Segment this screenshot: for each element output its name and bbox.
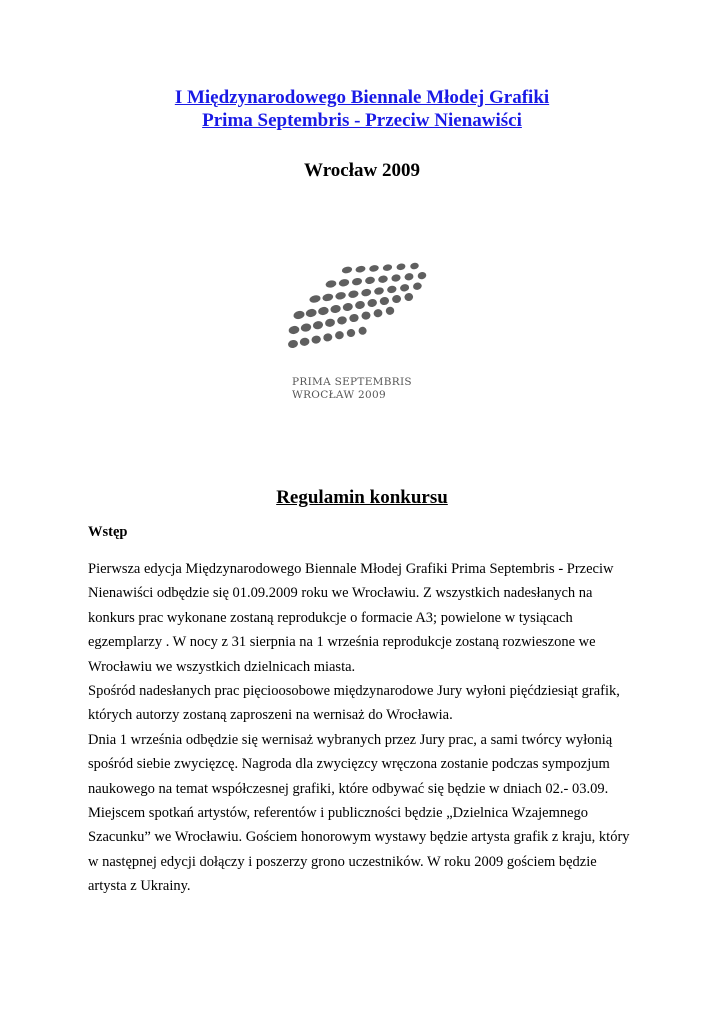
logo-dot [358, 326, 368, 335]
title-link-line1[interactable]: I Międzynarodowego Biennale Młodej Grafiki [174, 87, 550, 108]
body-line: w następnej edycji dołączy i poszerzy grono uczestników. W roku 2009 gościem będzie [88, 853, 597, 870]
logo-dot [373, 308, 383, 318]
logo-dot [348, 290, 360, 299]
body-line: spośród siebie zwycięzcę. Nagroda dla zwycięzcy wręczona zostanie podczas sympozjum [88, 756, 610, 773]
logo-dot [361, 288, 372, 297]
body-line: egzemplarzy . W nocy z 31 sierpnia na 1 września reprodukcje zostaną rozwieszone we [88, 634, 596, 651]
logo-dot [311, 335, 322, 345]
logo-dot-grid [287, 262, 427, 349]
body-line: naukowego na temat współczesnej grafiki, które odbywać się będzie w dniach 02.- 03.09. [88, 780, 609, 797]
logo-dot [293, 310, 306, 320]
logo-dot [338, 278, 350, 287]
logo-dot [330, 304, 342, 314]
logo-dot [341, 266, 353, 274]
logo-dot [404, 292, 414, 302]
logo-dot [336, 315, 347, 325]
logo-dot [364, 276, 375, 285]
logo-dot [396, 263, 406, 271]
body-line: Dnia 1 września odbędzie się wernisaż wybranych przez Jury prac, a sami twórcy wyłonią [88, 731, 613, 748]
body-line: konkurs prac wykonane zostaną reprodukcje o formacie A3; powielone w tysiącach [88, 609, 573, 626]
logo-dot [391, 274, 402, 283]
logo-dot [287, 339, 298, 349]
logo-dot [335, 291, 347, 300]
logo-dot [351, 277, 362, 286]
subtitle-city-year: Wrocław 2009 [304, 160, 420, 181]
section-title: Regulamin konkursu [276, 487, 448, 508]
body-line: Pierwsza edycja Międzynarodowego Biennale Młodej Grafiki Prima Septembris - Przeciw [88, 561, 614, 577]
logo-dot [404, 272, 414, 281]
logo-dot [349, 313, 360, 323]
logo-dot [410, 262, 420, 270]
body-line: których autorzy zostaną zaproszeni na wernisaż do Wrocławia. [88, 707, 453, 724]
body-line: Szacunku” we Wrocławiu. Gościem honorowym wystawy będzie artysta grafik z kraju, który [88, 829, 630, 846]
logo-dot [355, 265, 366, 273]
logo-dot [322, 293, 334, 302]
logo-dot [391, 294, 401, 304]
logo-dot [385, 306, 395, 316]
logo-dot [309, 294, 321, 303]
body-line: Nienawiści odbędzie się 01.09.2009 roku we Wrocławiu. Z wszystkich nadesłanych na [88, 585, 593, 602]
logo-dot [300, 323, 312, 333]
logo-dot [323, 333, 334, 343]
body-line: artysta z Ukrainy. [88, 878, 191, 895]
body-line: Wrocławiu we wszystkich dzielnicach miasta. [88, 658, 356, 675]
body-line: Miejscem spotkań artystów, referentów i publiczności będzie „Dzielnica Wzajemnego [88, 805, 589, 822]
logo-dot [334, 330, 344, 340]
logo-dot [288, 325, 300, 335]
section-heading: Wstęp [88, 524, 128, 540]
logo-dot [317, 306, 329, 316]
prima-septembris-logo [285, 258, 445, 408]
title-link-line2[interactable]: Prima Septembris - Przeciw Nienawiści [202, 110, 522, 131]
logo-dot [354, 300, 365, 310]
logo-dot [305, 308, 317, 318]
body-line: Spośród nadesłanych prac pięcioosobowe międzynarodowe Jury wyłoni pięćdziesiąt grafik, [88, 683, 620, 700]
logo-dot [382, 264, 392, 272]
logo-dot [312, 320, 324, 330]
logo-dot [299, 337, 310, 347]
logo-text-line2: WROCŁAW 2009 [292, 389, 386, 401]
logo-dot [361, 311, 372, 321]
logo-dot [386, 285, 397, 294]
logo-dot [342, 302, 354, 312]
body-text [88, 557, 648, 899]
logo-dot [325, 279, 337, 288]
logo-dot [399, 283, 409, 292]
logo-dot [367, 298, 378, 308]
logo-dot [369, 264, 380, 272]
logo-dot [324, 318, 335, 328]
logo-dot [378, 275, 389, 284]
logo-dot [379, 296, 390, 306]
logo-dot [412, 282, 422, 291]
logo-text-line1: PRIMA SEPTEMBRIS [292, 376, 412, 388]
logo-dot [346, 328, 356, 338]
logo-dot [417, 271, 427, 280]
logo-dot [374, 286, 385, 295]
